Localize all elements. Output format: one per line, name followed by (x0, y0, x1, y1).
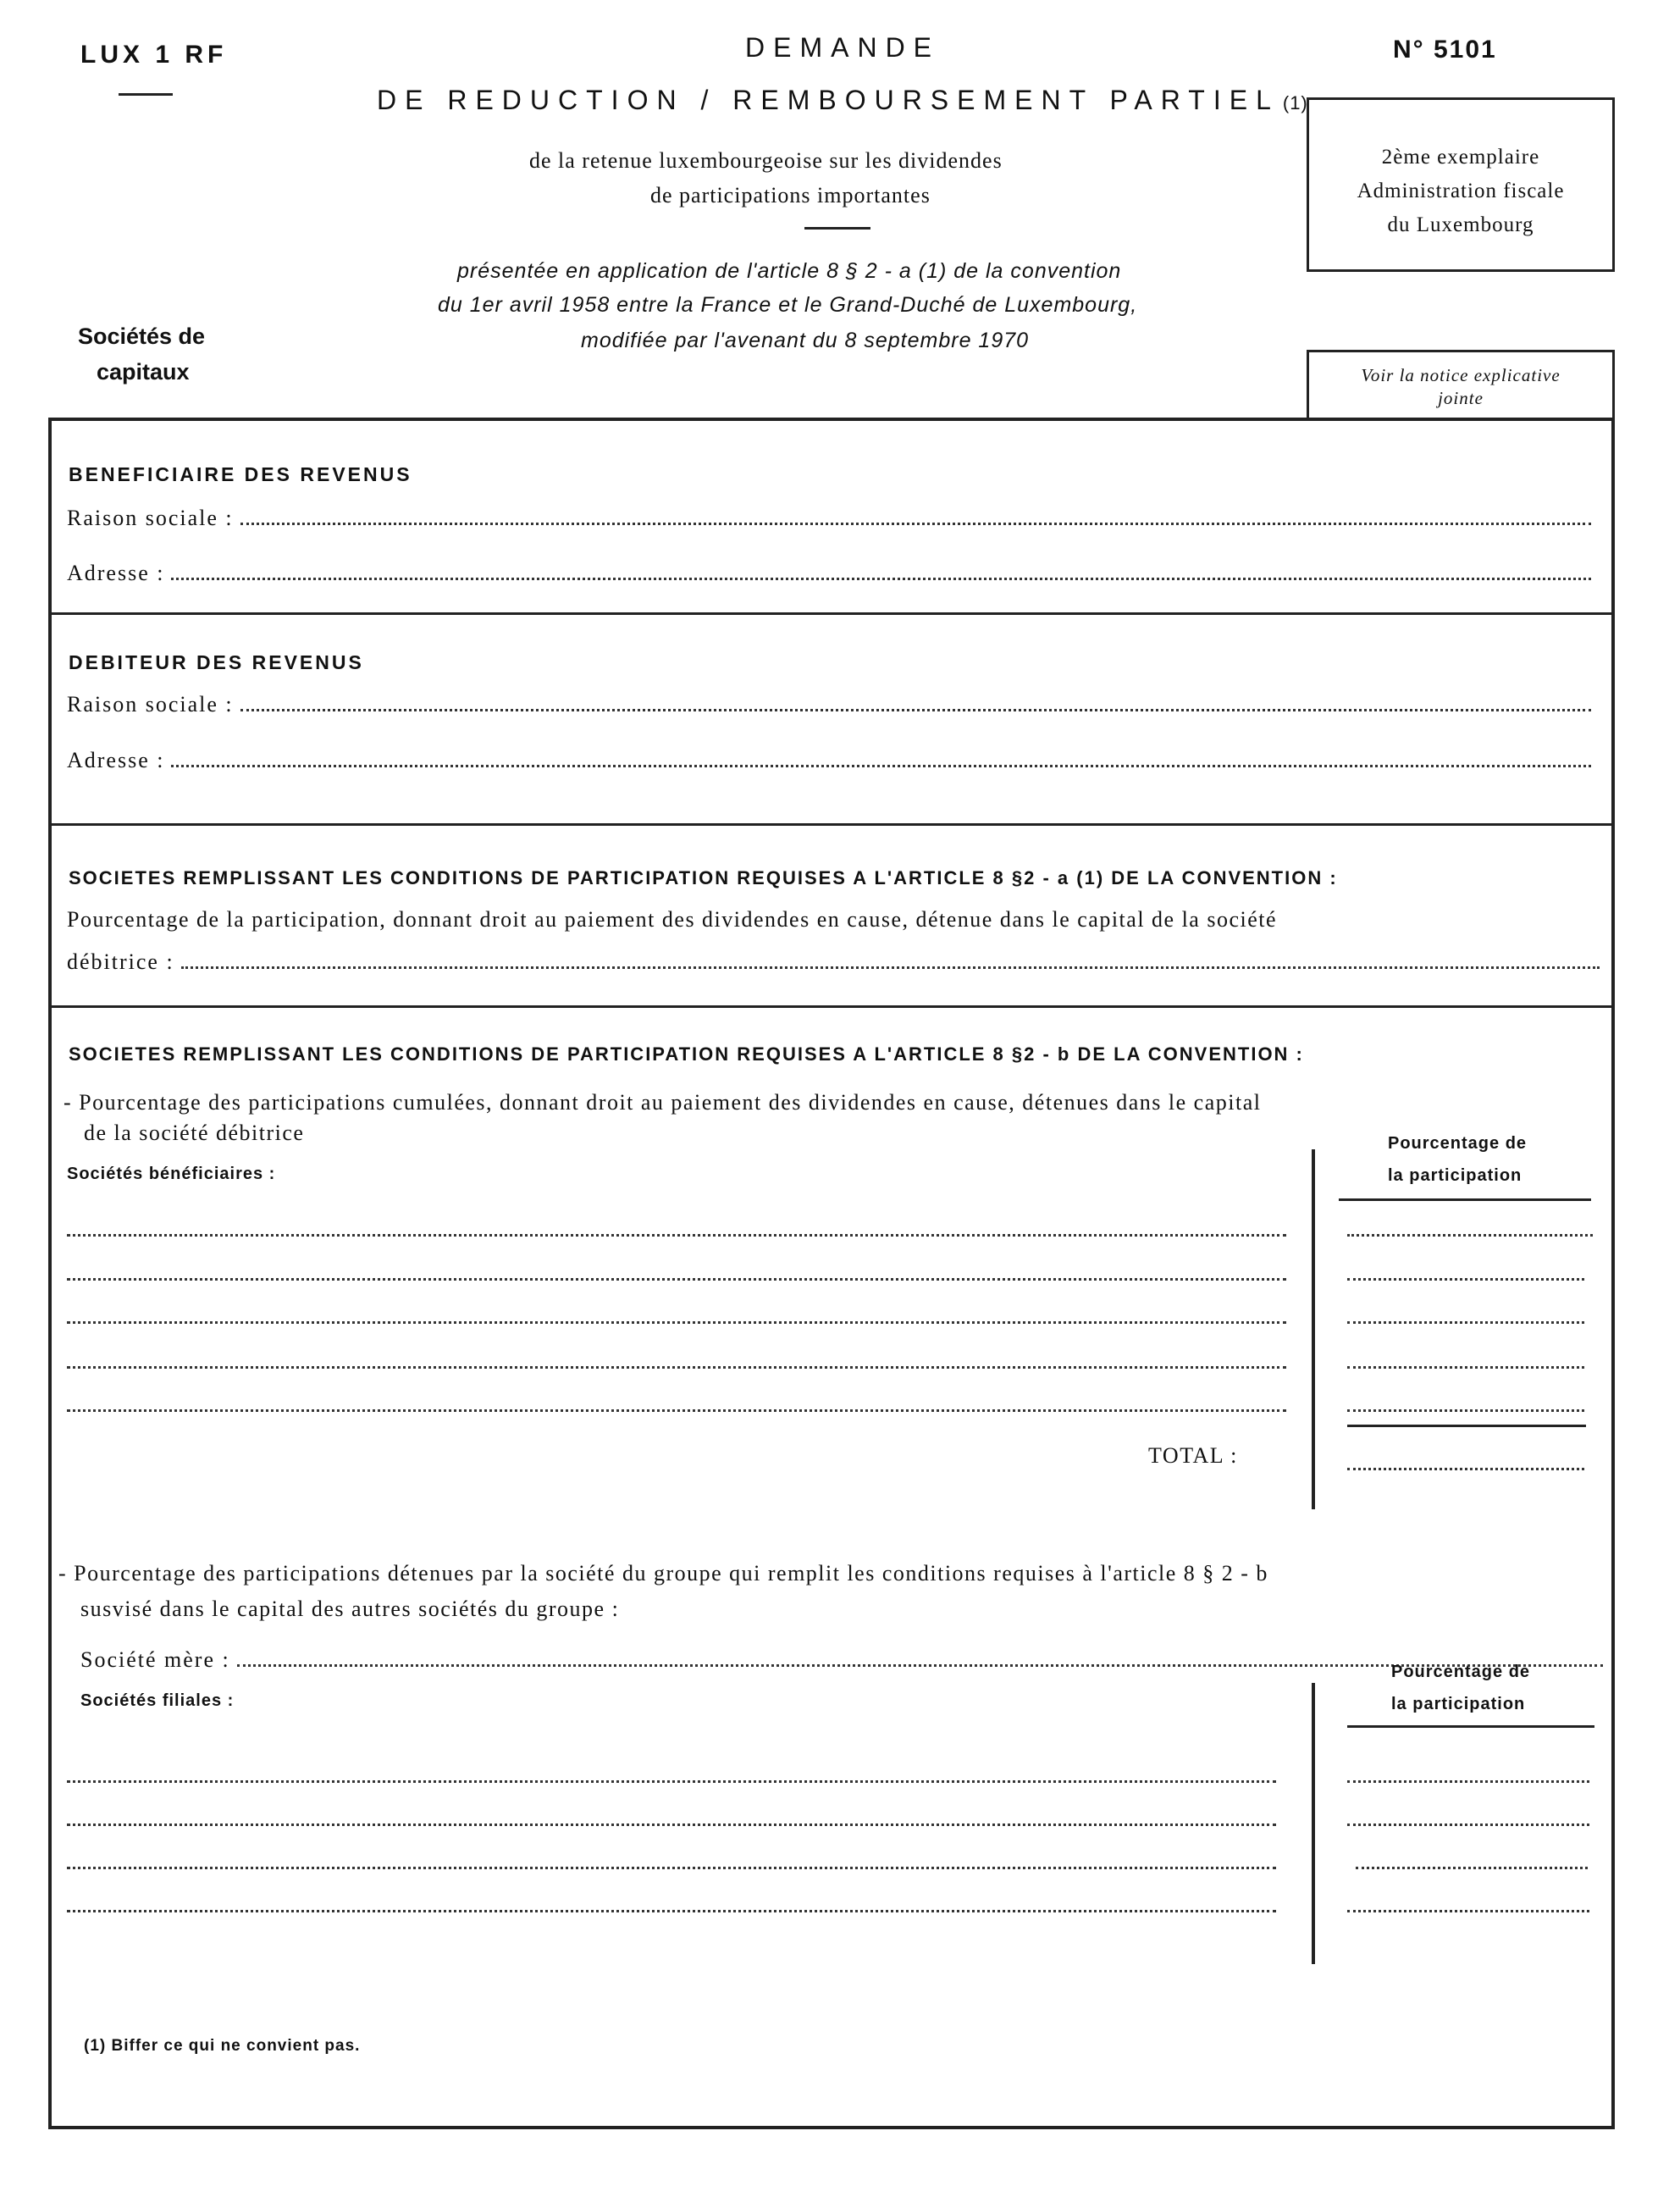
debiteur-adresse-field[interactable] (67, 748, 1591, 773)
filiale-row-1[interactable] (67, 1780, 1276, 1783)
section-b-part2-line2: susvisé dans le capital des autres sociétés du groupe : (80, 1597, 620, 1621)
copy-box-line1: 2ème exemplaire (1381, 146, 1540, 169)
beneficiaires-label: Sociétés bénéficiaires : (67, 1165, 276, 1183)
filiales-label: Sociétés filiales : (80, 1691, 235, 1710)
beneficiaire-row-3[interactable] (67, 1321, 1286, 1324)
separator-2 (52, 823, 1611, 826)
beneficiaire-adresse-label: Adresse : (67, 561, 165, 585)
beneficiaire-row-2[interactable] (67, 1278, 1286, 1281)
debiteur-raison-label: Raison sociale : (67, 692, 234, 717)
copy-box-line3: du Luxembourg (1387, 213, 1534, 236)
section-a-debitrice-input[interactable] (181, 966, 1600, 969)
beneficiaire-pct-5[interactable] (1347, 1409, 1584, 1412)
separator-1 (52, 612, 1611, 615)
copy-box-line2: Administration fiscale (1357, 180, 1565, 202)
title-note: (1) (1282, 92, 1308, 113)
debiteur-raison-input[interactable] (240, 709, 1591, 711)
pct-header-1-line1: Pourcentage de (1388, 1134, 1528, 1153)
debiteur-raison-field[interactable] (67, 692, 1591, 717)
filiale-row-3[interactable] (67, 1867, 1276, 1869)
section-b-title: SOCIETES REMPLISSANT LES CONDITIONS DE PARTICIPATION REQUISES A L'ARTICLE 8 §2 - b DE LA CONVENTION : (69, 1043, 1304, 1065)
total-rule (1347, 1425, 1586, 1427)
pct-header-2-rule (1347, 1725, 1594, 1728)
societe-mere-label: Société mère : (80, 1647, 230, 1672)
subtitle-rule (804, 227, 870, 230)
filiale-pct-3[interactable] (1356, 1867, 1588, 1869)
legal-line1: présentée en application de l'article 8 § 2 - a (1) de la convention (457, 259, 1122, 283)
pct-column-divider-1 (1312, 1149, 1315, 1509)
section-debiteur-title: DEBITEUR DES REVENUS (69, 651, 364, 673)
copy-box (1307, 97, 1615, 272)
footnote: (1) Biffer ce qui ne convient pas. (84, 2037, 361, 2055)
beneficiaire-row-4[interactable] (67, 1366, 1286, 1369)
separator-3 (52, 1005, 1611, 1008)
beneficiaire-raison-field[interactable] (67, 506, 1591, 531)
beneficiaire-pct-1[interactable] (1347, 1234, 1593, 1237)
beneficiaire-pct-3[interactable] (1347, 1321, 1584, 1324)
pct-header-1-line2: la participation (1388, 1166, 1522, 1185)
notice-box-line2: jointe (1438, 388, 1484, 408)
beneficiaire-raison-input[interactable] (240, 523, 1591, 525)
title-demande: DEMANDE (745, 32, 941, 63)
filiale-row-4[interactable] (67, 1910, 1276, 1912)
total-input[interactable] (1347, 1468, 1584, 1470)
section-a-debitrice-field[interactable] (67, 949, 1600, 975)
filiale-pct-4[interactable] (1347, 1910, 1589, 1912)
pct-header-1-rule (1339, 1198, 1591, 1201)
section-b-part2-line1: - Pourcentage des participations détenues par la société du groupe qui remplit les conditions requises à l'article 8 § 2 - b (58, 1561, 1268, 1586)
notice-box (1307, 350, 1615, 421)
subtitle-line1: de la retenue luxembourgeoise sur les dividendes (529, 148, 1003, 173)
beneficiaire-adresse-input[interactable] (171, 578, 1591, 580)
beneficiaire-adresse-field[interactable] (67, 561, 1591, 586)
beneficiaire-row-5[interactable] (67, 1409, 1286, 1412)
form-number: N° 5101 (1393, 36, 1497, 64)
section-a-debitrice-label: débitrice : (67, 949, 174, 974)
subtitle-line2: de participations importantes (650, 183, 931, 208)
form-body (48, 418, 1615, 2129)
company-type-line1: Sociétés de (78, 324, 206, 349)
title-reduction (377, 85, 1308, 116)
legal-line2: du 1er avril 1958 entre la France et le Grand-Duché de Luxembourg, (438, 293, 1138, 317)
filiale-pct-1[interactable] (1347, 1780, 1589, 1783)
pct-header-2-line2: la participation (1391, 1695, 1526, 1713)
section-beneficiaire-title: BENEFICIAIRE DES REVENUS (69, 463, 412, 485)
pct-header-2-line1: Pourcentage de (1391, 1663, 1531, 1681)
debiteur-adresse-label: Adresse : (67, 748, 165, 772)
societe-mere-field[interactable] (80, 1647, 1603, 1673)
section-a-title: SOCIETES REMPLISSANT LES CONDITIONS DE PARTICIPATION REQUISES A L'ARTICLE 8 §2 - a (1) DE LA CONVENTION : (69, 867, 1338, 888)
beneficiaire-pct-2[interactable] (1347, 1278, 1584, 1281)
form-code: LUX 1 RF (80, 41, 228, 69)
form-code-underline (119, 93, 173, 96)
filiale-row-2[interactable] (67, 1824, 1276, 1826)
legal-line3: modifiée par l'avenant du 8 septembre 1970 (581, 329, 1030, 352)
beneficiaire-raison-label: Raison sociale : (67, 506, 234, 530)
debiteur-adresse-input[interactable] (171, 765, 1591, 767)
beneficiaire-row-1[interactable] (67, 1234, 1286, 1237)
total-label: TOTAL : (1148, 1443, 1238, 1468)
title-reduction-text: DE REDUCTION / REMBOURSEMENT PARTIEL (377, 85, 1279, 115)
section-b-part1-line1: - Pourcentage des participations cumulées, donnant droit au paiement des dividendes en cause, détenues dans le capital (64, 1090, 1262, 1115)
filiale-pct-2[interactable] (1347, 1824, 1589, 1826)
notice-box-line1: Voir la notice explicative (1361, 365, 1561, 385)
company-type-line2: capitaux (97, 359, 190, 385)
section-b-part1-line2: de la société débitrice (84, 1121, 305, 1145)
beneficiaire-pct-4[interactable] (1347, 1366, 1584, 1369)
pct-column-divider-2 (1312, 1683, 1315, 1964)
section-a-text: Pourcentage de la participation, donnant droit au paiement des dividendes en cause, détenue dans le capital de la société (67, 907, 1278, 932)
